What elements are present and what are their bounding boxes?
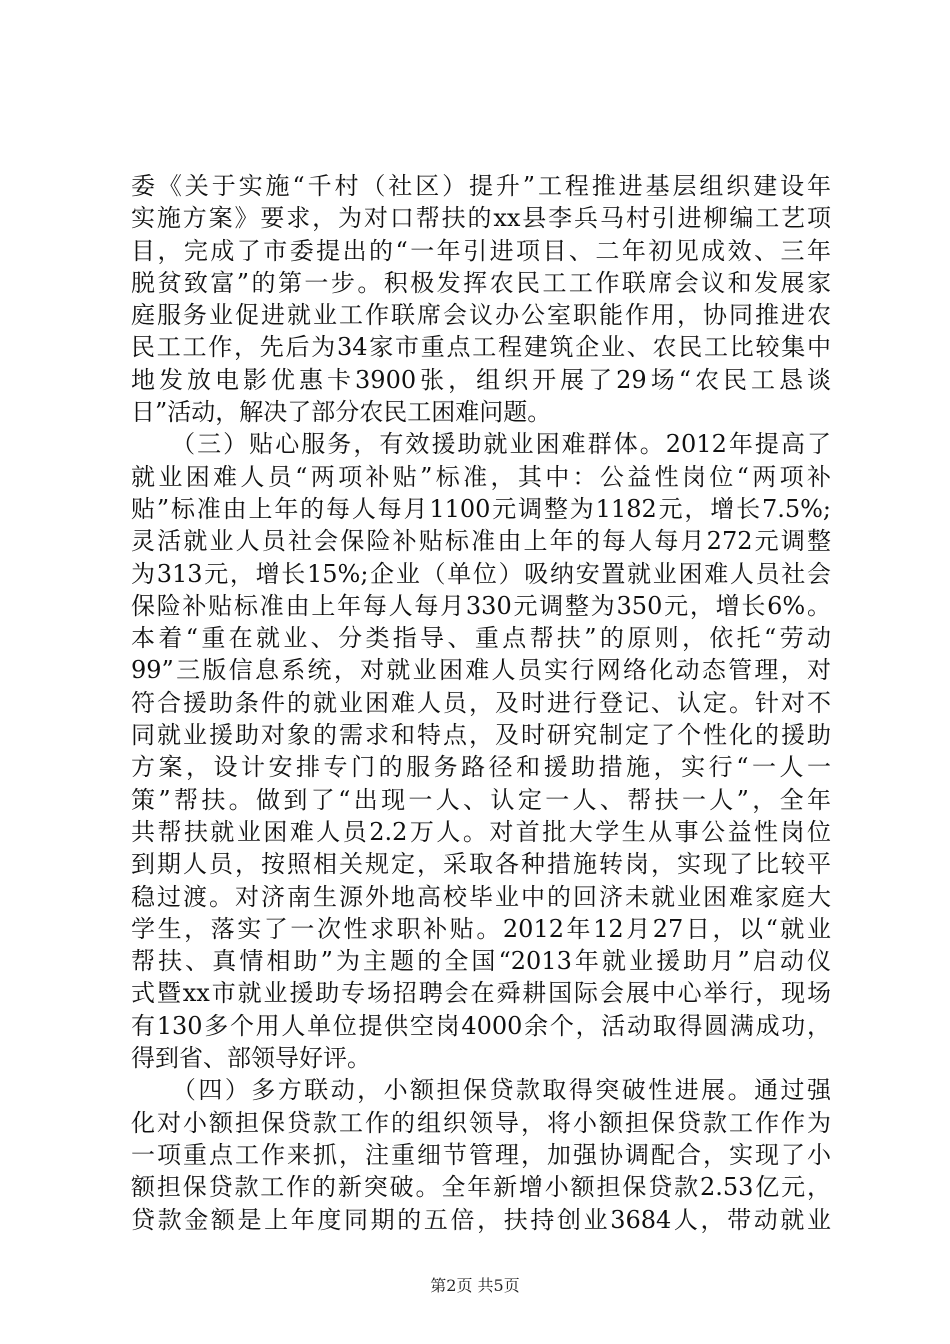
- text-line: 灵活就业人员社会保险补贴标准由上年的每人每月272元调整: [131, 527, 831, 556]
- text-line: （三）贴心服务，有效援助就业困难群体。2012年提高了: [131, 430, 831, 459]
- text-line: 有130多个用人单位提供空岗4000余个，活动取得圆满成功，: [131, 1011, 831, 1040]
- text-line: 同就业援助对象的需求和特点，及时研究制定了个性化的援助: [131, 721, 831, 750]
- text-line: 贴”标准由上年的每人每月1100元调整为1182元，增长7.5%;: [131, 494, 831, 523]
- text-line: 学生，落实了一次性求职补贴。2012年12月27日，以“就业: [131, 914, 831, 943]
- text-line: 策”帮扶。做到了“出现一人、认定一人、帮扶一人”，全年: [131, 785, 831, 814]
- text-line: 就业困难人员“两项补贴”标准，其中：公益性岗位“两项补: [131, 462, 831, 491]
- text-line: 为313元，增长15%;企业（单位）吸纳安置就业困难人员社会: [131, 559, 831, 588]
- text-line: 共帮扶就业困难人员2.2万人。对首批大学生从事公益性岗位: [131, 817, 831, 846]
- text-line: 得到省、部领导好评。: [131, 1044, 371, 1073]
- text-line: 庭服务业促进就业工作联席会议办公室职能作用，协同推进农: [131, 301, 831, 330]
- page-footer: 第2页 共5页: [430, 1276, 520, 1295]
- text-line: 贷款金额是上年度同期的五倍，扶持创业3684人，带动就业: [131, 1205, 831, 1234]
- text-line: 本着“重在就业、分类指导、重点帮扶”的原则，依托“劳动: [131, 624, 831, 653]
- text-line: 委《关于实施“千村（社区）提升”工程推进基层组织建设年: [131, 172, 831, 200]
- text-line: 额担保贷款工作的新突破。全年新增小额担保贷款2.53亿元，: [131, 1173, 831, 1202]
- text-line: 方案，设计安排专门的服务路径和援助措施，实行“一人一: [131, 753, 831, 782]
- text-line: 保险补贴标准由上年每人每月330元调整为350元，增长6%。: [131, 591, 831, 620]
- text-line: 符合援助条件的就业困难人员，及时进行登记、认定。针对不: [131, 688, 831, 717]
- text-line: 到期人员，按照相关规定，采取各种措施转岗，实现了比较平: [131, 850, 831, 879]
- text-line: 一项重点工作来抓，注重细节管理，加强协调配合，实现了小: [131, 1140, 831, 1169]
- text-line: 99”三版信息系统，对就业困难人员实行网络化动态管理，对: [131, 656, 831, 685]
- text-line: 目，完成了市委提出的“一年引进项目、二年初见成效、三年: [131, 236, 831, 265]
- text-line: 日”活动，解决了部分农民工困难问题。: [131, 398, 552, 427]
- text-line: 实施方案》要求，为对口帮扶的xx县李兵马村引进柳编工艺项: [131, 204, 831, 233]
- document-body: [131, 170, 831, 1236]
- text-line: 地发放电影优惠卡3900张，组织开展了29场“农民工恳谈: [131, 365, 831, 394]
- text-line: 化对小额担保贷款工作的组织领导，将小额担保贷款工作作为: [131, 1108, 831, 1137]
- text-line: 稳过渡。对济南生源外地高校毕业中的回济未就业困难家庭大: [131, 882, 831, 911]
- text-line: 式暨xx市就业援助专场招聘会在舜耕国际会展中心举行，现场: [131, 979, 831, 1008]
- text-line: （四）多方联动，小额担保贷款取得突破性进展。通过强: [131, 1076, 831, 1105]
- text-line: 帮扶、真情相助”为主题的全国“2013年就业援助月”启动仪: [131, 947, 831, 976]
- text-line: 民工工作，先后为34家市重点工程建筑企业、农民工比较集中: [131, 333, 831, 362]
- text-line: 脱贫致富”的第一步。积极发挥农民工工作联席会议和发展家: [131, 268, 831, 297]
